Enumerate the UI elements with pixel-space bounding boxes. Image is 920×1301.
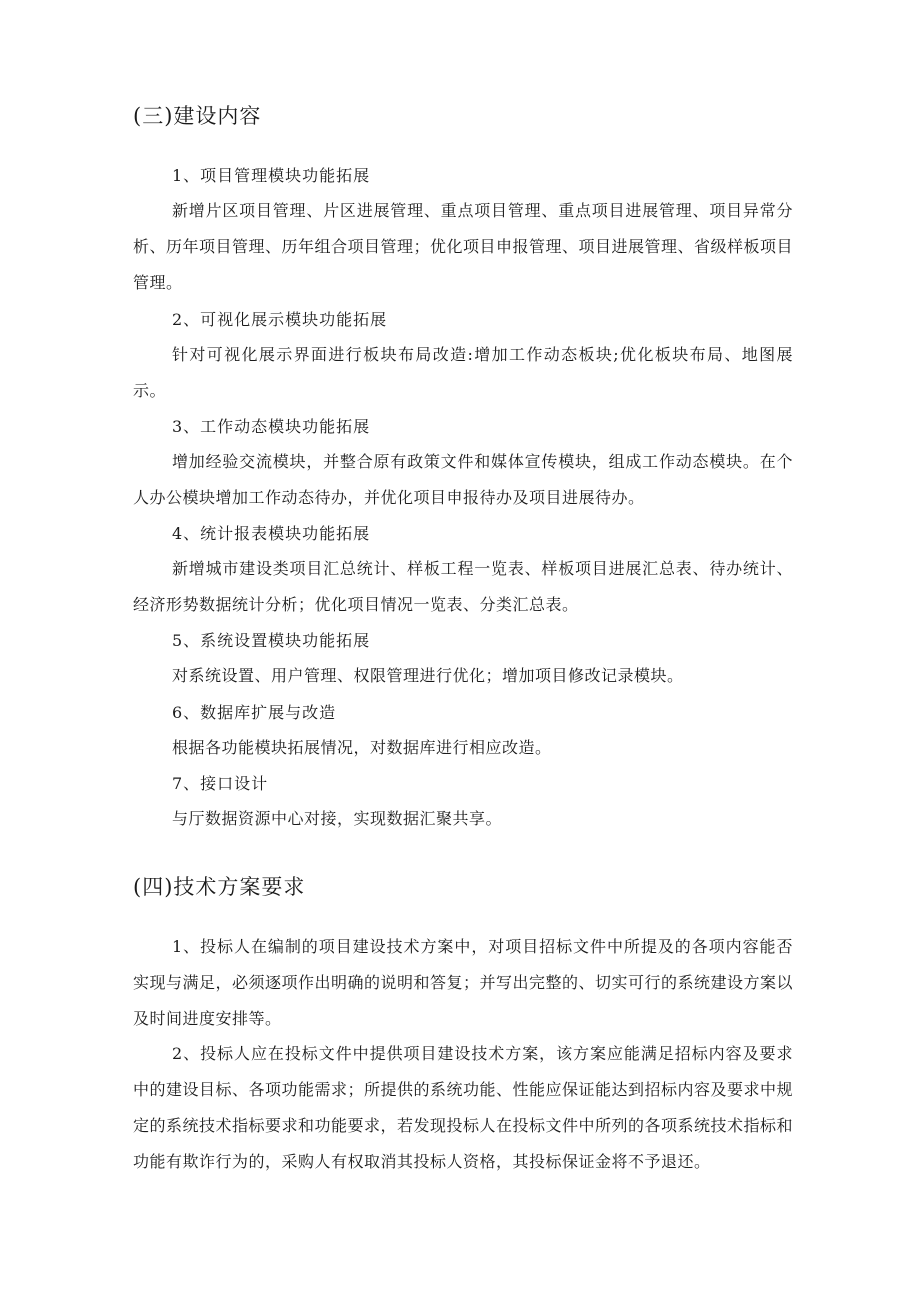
section-3-heading: (三)建设内容: [133, 104, 262, 128]
item-1-title: 1、项目管理模块功能拓展: [172, 166, 371, 185]
item-6-title: 6、数据库扩展与改造: [172, 703, 337, 722]
item-5-title: 5、系统设置模块功能拓展: [172, 631, 371, 650]
item-2-body: 针对可视化展示界面进行板块布局改造:增加工作动态板块;优化板块布局、地图展示。: [133, 345, 793, 400]
item-2-title: 2、可视化展示模块功能拓展: [172, 310, 388, 329]
item-3-body: 增加经验交流模块，并整合原有政策文件和媒体宣传模块，组成工作动态模块。在个人办公模块增加工作动态待办，并优化项目申报待办及项目进展待办。: [133, 452, 793, 507]
section-4-heading: (四)技术方案要求: [133, 875, 306, 899]
item-7-body: 与厅数据资源中心对接，实现数据汇聚共享。: [172, 809, 503, 828]
tech-requirement-2: 2、投标人应在投标文件中提供项目建设技术方案，该方案应能满足招标内容及要求中的建设目标、各项功能需求；所提供的系统功能、性能应保证能达到招标内容及要求中规定的系统技术指标要求和功能要求，若发现投标人在投标文件中所列的各项系统技术指标和功能有欺诈行为的，采购人有权取消其投标人资格，其投标保证金将不予退还。: [133, 1044, 794, 1171]
item-5-body: 对系统设置、用户管理、权限管理进行优化；增加项目修改记录模块。: [172, 666, 684, 685]
item-7-title: 7、接口设计: [172, 774, 269, 793]
item-3-title: 3、工作动态模块功能拓展: [172, 417, 371, 436]
item-6-body: 根据各功能模块拓展情况，对数据库进行相应改造。: [172, 738, 552, 757]
item-4-body: 新增城市建设类项目汇总统计、样板工程一览表、样板项目进展汇总表、待办统计、经济形势数据统计分析；优化项目情况一览表、分类汇总表。: [133, 559, 793, 614]
item-4-title: 4、统计报表模块功能拓展: [172, 524, 371, 543]
tech-requirement-1: 1、投标人在编制的项目建设技术方案中，对项目招标文件中所提及的各项内容能否实现与满足，必须逐项作出明确的说明和答复；并写出完整的、切实可行的系统建设方案以及时间进度安排等。: [133, 937, 794, 1028]
item-1-body: 新增片区项目管理、片区进展管理、重点项目管理、重点项目进展管理、项目异常分析、历年项目管理、历年组合项目管理；优化项目申报管理、项目进展管理、省级样板项目管理。: [133, 201, 794, 292]
